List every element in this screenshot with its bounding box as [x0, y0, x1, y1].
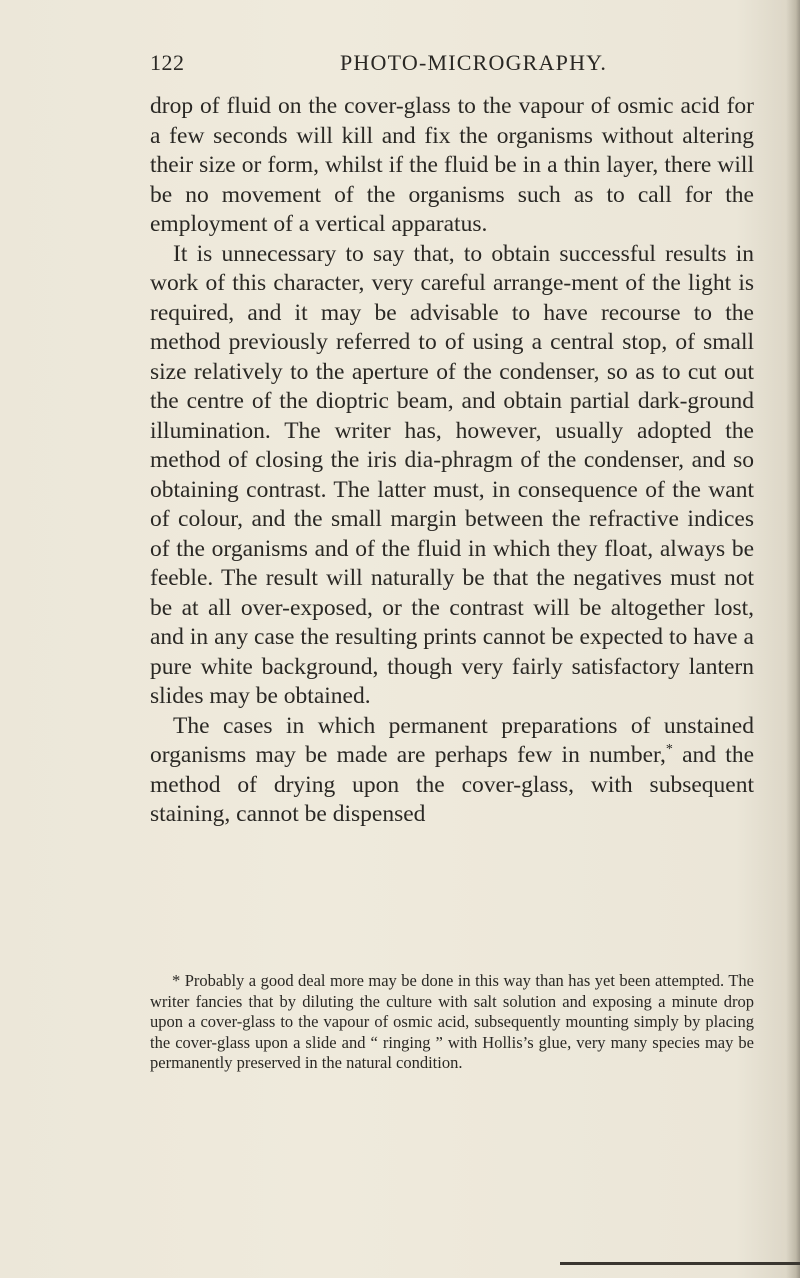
- paragraph-continued: drop of fluid on the cover-glass to the vapour of osmic acid for a few seconds will kill and fix the organisms without altering their size or form, whilst if the fluid be in a thin layer, there will be no movement of the organisms such as to call for the employment of a vertical apparatus.: [150, 93, 754, 237]
- page-edge-shadow: [786, 0, 800, 1278]
- body-text: [150, 92, 754, 830]
- footnote-text: * Probably a good deal more may be done in this way than has yet been attempted. The writer fancies that by diluting the culture with salt solution and exposing a minute drop upon a cover-glass to the vapour of osmic acid, subsequently mounting simply by placing the cover-glass upon a slide and “ ringing ” with Hollis’s glue, very many species may be permanently preserved in the natural condition.: [150, 971, 754, 1073]
- paragraph-illumination: It is unnecessary to say that, to obtain successful results in work of this character, very careful arrange-ment of the light is required, and it may be advisable to have recourse to the method previously referred to of using a central stop, of small size relatively to the aperture of the condenser, so as to cut out the centre of the dioptric beam, and obtain partial dark-ground illumination. The writer has, however, usually adopted the method of closing the iris dia-phragm of the condenser, and so obtaining contrast. The latter must, in consequence of the want of colour, and the small margin between the refractive indices of the organisms and of the fluid in which they float, always be feeble. The result will naturally be that the negatives must not be at all over-exposed, or the contrast will be altogether lost, and in any case the resulting prints cannot be expected to have a pure white background, though very fairly satisfactory lantern slides may be obtained.: [150, 240, 754, 709]
- paragraph-text-start: The cases in which permanent preparations of unstained organisms may be made are perhaps few in number,: [150, 712, 754, 768]
- footnote: [150, 971, 754, 1074]
- page-header: [150, 50, 750, 82]
- page-number: 122: [150, 50, 185, 75]
- footnote-reference: *: [665, 742, 673, 758]
- running-head: PHOTO-MICROGRAPHY.: [340, 50, 608, 75]
- paragraph-permanent-preparations: [150, 712, 754, 830]
- paragraph-text-end: and the method of drying upon the cover-glass, with subsequent staining, cannot be dispensed: [150, 742, 754, 827]
- bottom-edge-rule: [560, 1262, 800, 1265]
